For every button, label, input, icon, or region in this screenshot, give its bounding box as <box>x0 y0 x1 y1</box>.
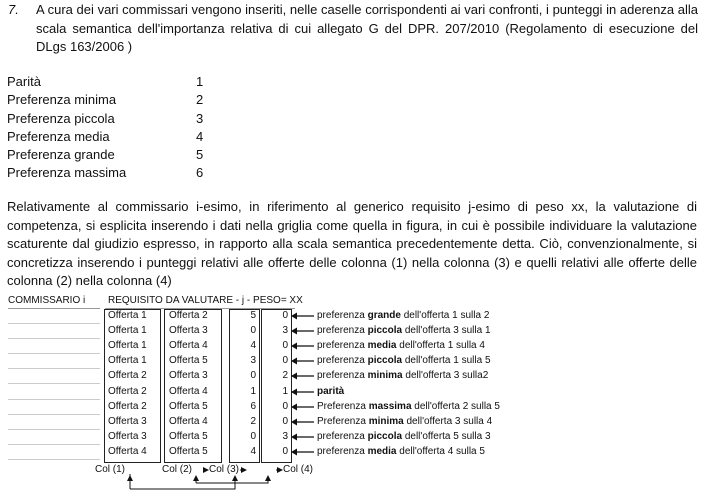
scale-label: Preferenza minima <box>7 92 117 108</box>
offer-a-cell: Offerta 1 <box>108 355 147 367</box>
score-col3-cell[interactable]: 1 <box>250 385 256 397</box>
description-suffix: dell'offerta 5 sulla 3 <box>402 430 491 442</box>
score-col4-cell[interactable]: 0 <box>282 340 288 352</box>
offer-a-cell: Offerta 2 <box>108 400 147 412</box>
offer-a-cell: Offerta 2 <box>108 385 147 397</box>
description-suffix: dell'offerta 1 sulla 4 <box>396 340 485 352</box>
column-connector-arrows <box>0 292 704 496</box>
col-2-label: Col (2) <box>162 464 193 475</box>
description-degree: minima <box>367 370 403 382</box>
offer-b-cell: Offerta 5 <box>169 445 208 457</box>
description-prefix: preferenza <box>317 430 368 442</box>
score-col4-cell[interactable]: 0 <box>282 310 288 321</box>
score-col3-cell[interactable]: 0 <box>250 370 256 382</box>
offer-b-cell: Offerta 4 <box>169 340 208 352</box>
offer-a-cell: Offerta 1 <box>108 340 147 352</box>
col-1-label: Col (1) <box>95 464 126 475</box>
description-degree: parità <box>317 385 345 397</box>
scale-value: 1 <box>196 74 204 89</box>
scale-label: Preferenza massima <box>7 165 127 181</box>
offer-a-cell: Offerta 4 <box>108 445 147 457</box>
description-degree: grande <box>367 310 401 321</box>
description-suffix: dell'offerta 4 sulla 5 <box>396 445 485 457</box>
offer-a-cell: Offerta 1 <box>108 325 147 337</box>
description-degree: media <box>367 445 397 457</box>
description-prefix: Preferenza <box>317 400 369 412</box>
description-degree: minima <box>368 415 404 427</box>
offer-b-cell: Offerta 4 <box>169 385 208 397</box>
semantic-scale <box>7 73 217 183</box>
description-degree: piccola <box>367 430 403 442</box>
score-col4-cell[interactable]: 3 <box>282 325 288 337</box>
description-suffix: dell'offerta 3 sulla2 <box>402 370 489 382</box>
col-3-label: Col (3) <box>209 464 240 475</box>
col-4-label: Col (4) <box>283 464 314 475</box>
header-requisito: REQUISITO DA VALUTARE - j - PESO= XX <box>108 295 303 306</box>
score-col3-cell[interactable]: 0 <box>250 325 256 337</box>
scale-row <box>7 146 217 164</box>
score-col3-cell[interactable]: 6 <box>250 400 256 412</box>
score-col4-cell[interactable]: 1 <box>282 385 288 397</box>
description-degree: media <box>367 340 397 352</box>
score-col3-cell[interactable]: 3 <box>250 355 256 367</box>
scale-label: Parità <box>7 74 41 89</box>
intro-paragraph: A cura dei vari commissari vengono inseriti, nelle caselle corrispondenti ai vari confronti, i punteggi in aderenza alla scala semantica dell'importanza relativa di cui allegato G del DPR. 207/2010 (Regolamento di esecuzione del DLgs 163/2006 ) <box>36 2 698 55</box>
score-col4-cell[interactable]: 3 <box>282 430 288 442</box>
scale-value: 6 <box>196 165 204 181</box>
offer-a-cell: Offerta 3 <box>108 415 147 427</box>
scale-value: 2 <box>196 92 204 108</box>
score-col3-cell[interactable]: 0 <box>250 430 256 442</box>
evaluation-grid <box>0 292 704 496</box>
offer-b-cell: Offerta 4 <box>169 415 208 427</box>
scale-label: Preferenza media <box>7 128 110 144</box>
description-suffix: dell'offerta 3 sulla 1 <box>402 325 491 337</box>
description-prefix: preferenza <box>317 340 368 352</box>
offer-b-cell: Offerta 3 <box>169 325 208 337</box>
score-col4-cell[interactable]: 0 <box>282 355 288 367</box>
score-col3-cell[interactable]: 4 <box>250 445 256 457</box>
item-number: 7. <box>8 2 19 17</box>
description-degree: piccola <box>367 355 403 367</box>
description-prefix: preferenza <box>317 445 368 457</box>
offer-b-cell: Offerta 2 <box>169 310 208 321</box>
offer-b-cell: Offerta 3 <box>169 370 208 382</box>
explanation-paragraph: Relativamente al commissario i-esimo, in riferimento al generico requisito j-esimo di peso xx, la valutazione di competenza, si esplicita inserendo i dati nella griglia come quella in figura, in cui è possibile individuare la valutazione scaturente dal giudizio espresso, in rapporto alla scala semantica precedentemente detta. Ciò, convenzionalmente, si concretizza inserendo i punteggi relativi alle offerte delle colonna (1) nella colonna (3) e quelli relativi alle offerte delle colonna (2) nella colonna (4) <box>7 199 697 289</box>
score-col4-cell[interactable]: 0 <box>282 400 288 412</box>
description-prefix: Preferenza <box>317 415 369 427</box>
description-suffix: dell'offerta 1 sulla 5 <box>402 355 491 367</box>
description-suffix: dell'offerta 3 sulla 4 <box>403 415 493 427</box>
scale-row <box>7 73 217 91</box>
scale-label: Preferenza piccola <box>7 110 115 126</box>
score-col3-cell[interactable]: 4 <box>250 340 256 352</box>
description-prefix: preferenza <box>317 310 368 321</box>
offer-a-cell: Offerta 1 <box>108 310 147 321</box>
score-col4-cell[interactable]: 0 <box>282 445 288 457</box>
description-suffix: dell'offerta 2 sulla 5 <box>411 400 500 412</box>
scale-row <box>7 128 217 146</box>
header-commissario: COMMISSARIO i <box>8 295 86 306</box>
description-prefix: preferenza <box>317 370 368 382</box>
scale-value: 5 <box>196 147 204 163</box>
scale-value: 4 <box>196 128 204 144</box>
score-col4-cell[interactable]: 2 <box>282 370 288 382</box>
offer-a-cell: Offerta 2 <box>108 370 147 382</box>
description-degree: massima <box>368 400 412 412</box>
description-degree: piccola <box>367 325 403 337</box>
scale-row <box>7 91 217 109</box>
offer-b-cell: Offerta 5 <box>169 430 208 442</box>
description-suffix: dell'offerta 1 sulla 2 <box>400 310 490 321</box>
score-col3-cell[interactable]: 5 <box>250 310 256 321</box>
description-prefix: preferenza <box>317 355 368 367</box>
score-col3-cell[interactable]: 2 <box>250 415 256 427</box>
description-prefix: preferenza <box>317 325 368 337</box>
offer-a-cell: Offerta 3 <box>108 430 147 442</box>
scale-value: 3 <box>196 110 204 126</box>
scale-row <box>7 164 217 182</box>
offer-b-cell: Offerta 5 <box>169 355 208 367</box>
offer-b-cell: Offerta 5 <box>169 400 208 412</box>
score-col4-cell[interactable]: 0 <box>282 415 288 427</box>
scale-label: Preferenza grande <box>7 147 115 163</box>
scale-row <box>7 110 217 128</box>
